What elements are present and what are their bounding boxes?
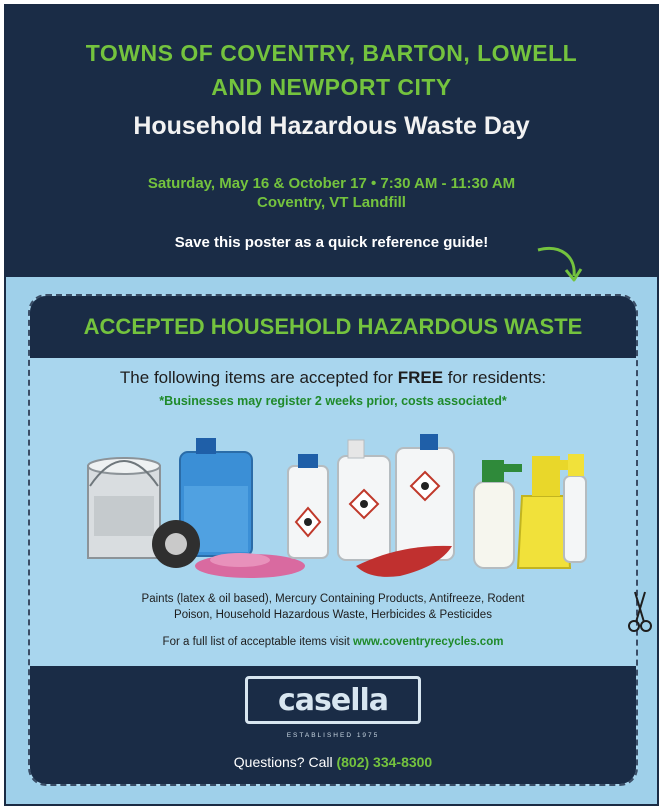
towns-heading — [6, 36, 657, 104]
established-line: ESTABLISHED 1975 — [286, 732, 380, 739]
dates-line: Saturday, May 16 & October 17 • 7:30 AM - 11:30 AM — [147, 175, 516, 192]
items-line-2: Poison, Household Hazardous Waste, Herbicides & Pesticides — [174, 609, 492, 621]
hazard-jug-icon — [396, 434, 454, 560]
towns-line-1: TOWNS OF COVENTRY, BARTON, LOWELL — [85, 40, 578, 66]
hazard-canister-icon — [338, 440, 390, 560]
white-spray-bottle-icon — [564, 454, 586, 562]
accepted-items-list — [70, 591, 596, 623]
tape-roll-icon — [152, 520, 200, 568]
event-title: Household Hazardous Waste Day — [133, 112, 530, 140]
hazardous-products-illustration — [80, 426, 590, 586]
visit-note — [30, 636, 636, 648]
accepted-lead — [30, 368, 636, 388]
coupon-title-band — [30, 296, 636, 358]
scissors-icon — [628, 590, 652, 634]
header-panel — [6, 6, 657, 277]
location-line: Coventry, VT Landfill — [257, 194, 406, 211]
lead-after: for residents: — [443, 368, 547, 387]
hazard-bottle-icon — [288, 454, 328, 558]
casella-logo — [245, 676, 421, 724]
coupon-panel — [28, 294, 638, 786]
event-dates — [6, 174, 657, 212]
curved-arrow-icon — [534, 242, 586, 286]
items-line-1: Paints (latex & oil based), Mercury Containing Products, Antifreeze, Rodent — [141, 593, 525, 605]
towns-line-2: AND NEWPORT CITY — [211, 74, 452, 100]
footer-band — [30, 666, 636, 786]
lead-before: The following items are accepted for — [119, 368, 398, 387]
website-link[interactable]: www.coventryrecycles.com — [353, 636, 504, 648]
spray-bottle-icon — [474, 460, 522, 568]
poster — [4, 4, 659, 806]
phone-number: (802) 334-8300 — [336, 754, 433, 770]
questions-line — [30, 754, 636, 770]
coupon-title: ACCEPTED HOUSEHOLD HAZARDOUS WASTE — [83, 314, 583, 339]
lead-emphasis: FREE — [397, 368, 444, 387]
paint-can-icon — [88, 458, 160, 558]
visit-prefix: For a full list of acceptable items visit — [162, 636, 354, 648]
logo-text: casella — [277, 682, 389, 718]
save-note: Save this poster as a quick reference guide! — [174, 234, 489, 251]
business-note: *Businesses may register 2 weeks prior, costs associated* — [159, 394, 507, 408]
call-prefix: Questions? Call — [233, 754, 337, 770]
